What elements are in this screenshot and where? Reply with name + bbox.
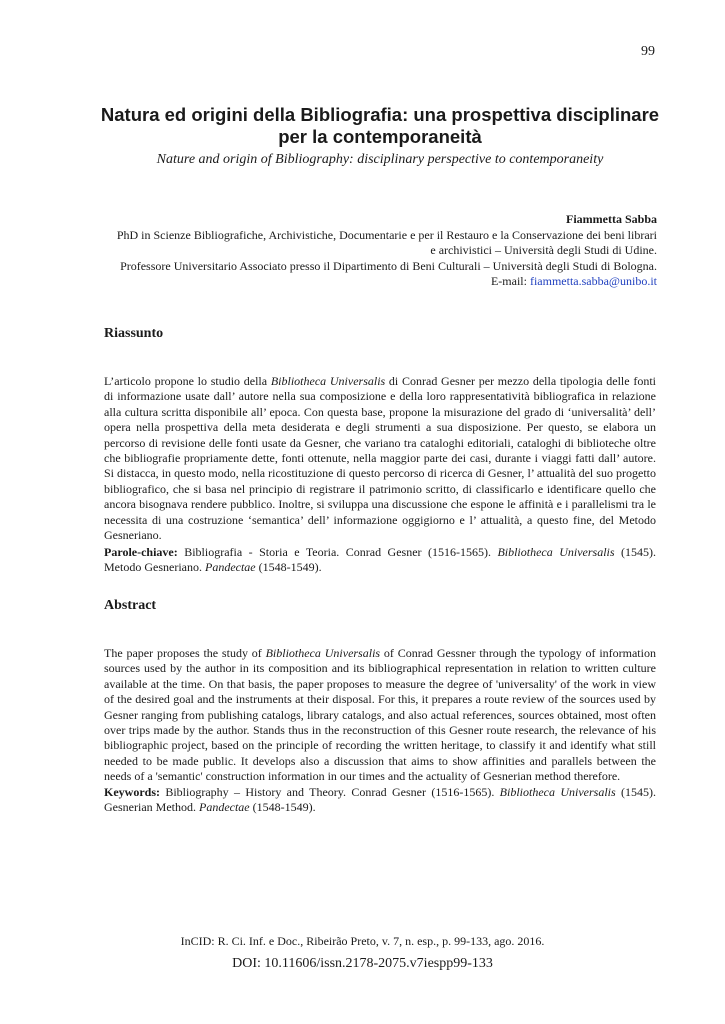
keywords-text-c: (1548-1549). bbox=[249, 800, 316, 815]
author-block bbox=[100, 212, 657, 290]
abstract-text-b: of Conrad Gessner through the typology of information sources used by the author in its composition and its bibliographical representation in relation to written culture available at the time. On that basis, the paper proposes to measure the degree of 'universality' of the work in view of the desired goal and the instruments at their disposal. For this, it prepares a route review of the sources used by Gesner ranging from publishing catalogs, library catalogs, and also actual references, sources obtained, most often over trips made by the author. Stands thus in the reconstruction of this Gesner route research, the relevance of his bibliographic project, based on the principle of recording the written heritage, to classify it and identify what still needed to be made public. It develops also a discussion that aims to show affinities and parallels between the needs of a 'semantic' construction information in our times and the actuality of Gesnerian method therefore. bbox=[104, 646, 656, 784]
parole-chiave-pandectae: Pandectae bbox=[204, 560, 256, 575]
riassunto-paragraph bbox=[104, 374, 656, 543]
author-affiliation-1a: PhD in Scienze Bibliografiche, Archivistiche, Documentarie e per il Restauro e la Conservazione dei beni librari bbox=[116, 227, 657, 242]
parole-chiave-text-c: (1548-1549). bbox=[255, 560, 322, 575]
page-number: 99 bbox=[641, 44, 655, 59]
keywords-pandectae: Pandectae bbox=[198, 800, 250, 815]
author-email-line bbox=[100, 274, 657, 290]
footer-citation: InCID: R. Ci. Inf. e Doc., Ribeirão Preto, v. 7, n. esp., p. 99-133, ago. 2016. bbox=[180, 934, 545, 948]
keywords bbox=[104, 785, 656, 816]
abstract-paragraph bbox=[104, 646, 656, 785]
parole-chiave bbox=[104, 545, 656, 576]
article-title: Natura ed origini della Bibliografia: una prospettiva disciplinare per la contemporaneità bbox=[100, 104, 660, 147]
email-label: E-mail: bbox=[490, 274, 527, 288]
parole-chiave-text-b: (1545). Metodo Gesneriano. bbox=[104, 545, 656, 575]
email-link[interactable]: fiammetta.sabba@unibo.it bbox=[529, 274, 657, 288]
keywords-label: Keywords: bbox=[104, 785, 160, 799]
abstract-work-title: Bibliotheca Universalis bbox=[265, 646, 381, 660]
riassunto-text-b: di Conrad Gesner per mezzo della tipologia delle fonti di informazione usate dall’ autore nella sua composizione e della loro rappresentatività bibliografica in relazione alla cultura scritta disponibile all’ epoca. Con questa base, propone la misurazione del grado di ‘universalità’ dell’ opera nella prospettiva della meta desiderata e degli strumenti a sua disposizione. Per questo, se elabora un percorso di revisione delle fonti usate da Gesner, che variano tra cataloghi editoriali, cataloghi di biblioteche oltre che bibliografie propriamente dette, fonti ottenute, nella maggior parte dei casi, durante i viaggi fatti dall’ autore. Si distacca, in questo modo, nella ricostituzione di questo percorso di ricerca di Gesner, l’ attualità del suo progetto bibliografico, che si basa nel principio di registrare il patrimonio scritto, di classificarlo e identificare quello che ancora bisognava rendere pubblico. Inoltre, si sviluppa una discussione che espone le affinità e i parallelismi tra le necessita di una costruzione ‘semantica’ dell’ informazione oggigiorno e l’ attualità, a questo fine, del Metodo Gesneriano. bbox=[104, 374, 656, 543]
keywords-text-a: Bibliography – History and Theory. Conrad Gesner (1516-1565). bbox=[160, 785, 500, 799]
riassunto-text-a: L’articolo propone lo studio della bbox=[104, 374, 271, 388]
footer-doi: DOI: 10.11606/issn.2178-2075.v7iespp99-133 bbox=[232, 956, 493, 971]
article-subtitle: Nature and origin of Bibliography: disciplinary perspective to contemporaneity bbox=[156, 152, 604, 167]
parole-chiave-work-title: Bibliotheca Universalis bbox=[497, 545, 615, 559]
author-affiliation-2: Professore Universitario Associato presso il Dipartimento di Beni Culturali – Università degli Studi di Bologna. bbox=[120, 258, 657, 273]
author-affiliation-1b: e archivistici – Università degli Studi di Udine. bbox=[430, 243, 657, 257]
riassunto-heading: Riassunto bbox=[104, 326, 164, 341]
keywords-text-b: (1545). Gesnerian Method. bbox=[104, 785, 657, 815]
abstract-heading: Abstract bbox=[104, 598, 157, 613]
parole-chiave-label: Parole-chiave: bbox=[104, 545, 178, 559]
abstract-text-a: The paper proposes the study of bbox=[104, 646, 266, 660]
author-name: Fiammetta Sabba bbox=[566, 212, 657, 226]
riassunto-work-title: Bibliotheca Universalis bbox=[270, 374, 386, 388]
keywords-work-title: Bibliotheca Universalis bbox=[499, 785, 616, 799]
parole-chiave-text-a: Bibliografia - Storia e Teoria. Conrad Gesner (1516-1565). bbox=[177, 545, 498, 559]
